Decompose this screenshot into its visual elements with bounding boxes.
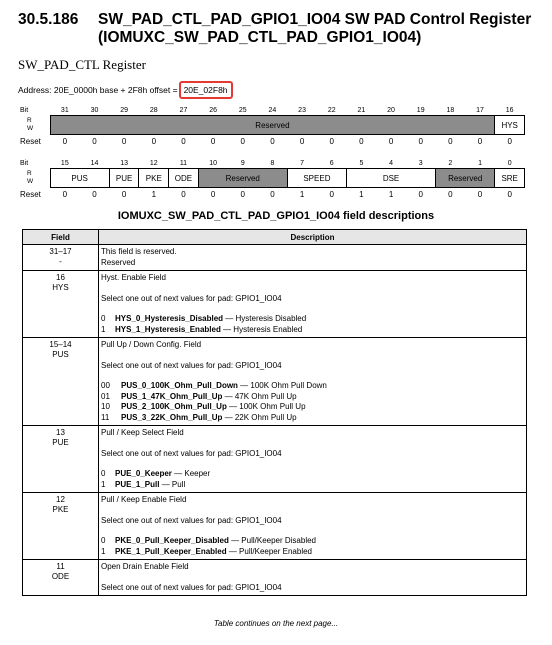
table-row bbox=[23, 245, 527, 271]
field-bits: 15–14 bbox=[49, 340, 72, 349]
value-entry bbox=[101, 402, 523, 413]
value-entry bbox=[101, 314, 523, 325]
field-pke: PKE bbox=[139, 169, 169, 188]
field-name: - bbox=[59, 257, 62, 266]
value-text bbox=[115, 469, 210, 480]
reserved-field: Reserved bbox=[198, 169, 287, 188]
value-code: 0 bbox=[101, 536, 106, 545]
bit-number: 14 bbox=[80, 158, 110, 169]
value-description: — 100K Ohm Pull Down bbox=[237, 381, 327, 390]
field-cell bbox=[23, 426, 99, 493]
row-label-r: R bbox=[27, 117, 32, 124]
value-description: — 47K Ohm Pull Up bbox=[222, 391, 297, 401]
bit-number: 26 bbox=[198, 105, 228, 116]
table-row bbox=[23, 271, 527, 338]
row-label-w: W bbox=[27, 125, 34, 132]
value-text bbox=[121, 381, 327, 392]
description-line: Select one out of next values for pad: GPIO1_IO04 bbox=[101, 293, 282, 303]
value-name: PUS_3_22K_Ohm_Pull_Up bbox=[121, 412, 223, 422]
value-description: — Pull bbox=[159, 479, 186, 489]
field-descriptions-table bbox=[22, 229, 527, 596]
reset-value: 0 bbox=[270, 137, 275, 146]
description-line: Pull / Keep Select Field bbox=[101, 428, 184, 437]
register-diagram-high bbox=[18, 105, 525, 148]
row-label-rw bbox=[18, 169, 50, 188]
reset-value: 0 bbox=[121, 137, 127, 146]
field-cell bbox=[23, 245, 99, 271]
bit-number: 8 bbox=[258, 158, 288, 169]
description-line: Select one out of next values for pad: GPIO1_IO04 bbox=[101, 515, 282, 525]
field-bits: 31–17 bbox=[49, 247, 72, 256]
section-number: 30.5.186 bbox=[18, 11, 79, 28]
bit-number: 19 bbox=[406, 105, 436, 116]
reset-value: 1 bbox=[359, 190, 364, 199]
bit-number: 20 bbox=[376, 105, 406, 116]
description-cell bbox=[99, 560, 527, 596]
value-entry bbox=[101, 325, 523, 336]
bit-number: 2 bbox=[436, 158, 466, 169]
value-code: 0 bbox=[101, 314, 106, 323]
bit-number: 12 bbox=[139, 158, 169, 169]
column-header-field: Field bbox=[23, 230, 99, 245]
field-pue: PUE bbox=[109, 169, 139, 188]
field-hys: HYS bbox=[495, 116, 525, 135]
field-name: PKE bbox=[52, 505, 69, 514]
spacer bbox=[101, 459, 523, 469]
field-bits: 16 bbox=[56, 273, 65, 282]
bit-number: 28 bbox=[139, 105, 169, 116]
page-title: SW_PAD_CTL_PAD_GPIO1_IO04 SW PAD Control Register (IOMUXC_SW_PAD_CTL_PAD_GPIO1_IO04) bbox=[98, 11, 532, 46]
register-subtitle: SW_PAD_CTL Register bbox=[18, 57, 146, 72]
value-text bbox=[121, 402, 306, 413]
row-label-bit: Bit bbox=[20, 106, 29, 114]
address-prefix: Address: 20E_0000h base + 2F8h offset = bbox=[18, 85, 178, 95]
value-description: — Hysteresis Disabled bbox=[223, 314, 307, 323]
value-text bbox=[121, 392, 297, 403]
row-label-reset: Reset bbox=[20, 189, 41, 199]
description-line: Select one out of next values for pad: GPIO1_IO04 bbox=[101, 360, 282, 370]
field-descriptions-title: IOMUXC_SW_PAD_CTL_PAD_GPIO1_IO04 field descriptions bbox=[117, 210, 435, 222]
reset-value: 0 bbox=[151, 137, 157, 146]
reset-value: 0 bbox=[92, 137, 97, 146]
value-code: 01 bbox=[101, 391, 110, 401]
reset-value: 0 bbox=[329, 190, 334, 199]
bit-number: 3 bbox=[406, 158, 436, 169]
bit-number-row bbox=[18, 158, 525, 169]
field-name: ODE bbox=[51, 572, 70, 581]
bit-number: 25 bbox=[228, 105, 258, 116]
column-header-description: Description bbox=[99, 230, 527, 245]
bit-number: 0 bbox=[495, 158, 525, 169]
bit-number: 17 bbox=[465, 105, 495, 116]
value-entry bbox=[101, 381, 523, 392]
reset-value: 0 bbox=[181, 190, 186, 199]
value-text bbox=[121, 413, 297, 424]
value-text bbox=[115, 325, 302, 336]
reset-value: 0 bbox=[210, 137, 216, 146]
value-code: 10 bbox=[101, 402, 110, 411]
field-name: PUS bbox=[52, 350, 69, 359]
reset-value: 0 bbox=[62, 190, 68, 199]
description-cell bbox=[99, 338, 527, 426]
reset-value: 1 bbox=[151, 190, 157, 199]
row-label-w: W bbox=[27, 178, 34, 185]
field-bits: 11 bbox=[56, 562, 65, 571]
value-code: 0 bbox=[101, 469, 106, 478]
description-cell bbox=[99, 426, 527, 493]
reset-value: 0 bbox=[210, 190, 216, 199]
value-code: 1 bbox=[101, 546, 106, 556]
value-description: — 100K Ohm Pull Up bbox=[226, 402, 306, 411]
reset-value: 0 bbox=[270, 190, 275, 199]
field-ode: ODE bbox=[169, 169, 199, 188]
description-cell bbox=[99, 245, 527, 271]
field-pus: PUS bbox=[50, 169, 109, 188]
bit-number: 22 bbox=[317, 105, 347, 116]
value-name: PUS_1_47K_Ohm_Pull_Up bbox=[121, 391, 223, 401]
reset-row bbox=[18, 188, 525, 202]
reset-value: 0 bbox=[240, 190, 245, 199]
value-description: — Keeper bbox=[171, 469, 211, 478]
row-label-reset: Reset bbox=[20, 136, 41, 146]
value-code: 11 bbox=[101, 412, 110, 422]
field-cell bbox=[23, 338, 99, 426]
field-sre: SRE bbox=[495, 169, 525, 188]
field-cell bbox=[23, 560, 99, 596]
value-name: PUE_0_Keeper bbox=[115, 469, 172, 478]
description-line: Pull Up / Down Config. Field bbox=[101, 340, 202, 349]
value-text bbox=[115, 314, 306, 325]
table-row bbox=[23, 560, 527, 596]
reset-value: 0 bbox=[240, 137, 245, 146]
description-line: Reserved bbox=[101, 257, 136, 267]
bit-number: 15 bbox=[50, 158, 80, 169]
bit-number: 7 bbox=[287, 158, 317, 169]
bit-number: 30 bbox=[80, 105, 110, 116]
field-row bbox=[18, 169, 525, 188]
value-name: PUS_0_100K_Ohm_Pull_Down bbox=[121, 381, 238, 390]
spacer bbox=[101, 506, 523, 516]
value-name: PUS_2_100K_Ohm_Pull_Up bbox=[121, 402, 227, 411]
bit-number: 4 bbox=[376, 158, 406, 169]
value-name: PKE_1_Pull_Keeper_Enabled bbox=[115, 546, 227, 556]
bit-number-row bbox=[18, 105, 525, 116]
value-description: — Pull/Keeper Disabled bbox=[228, 536, 316, 545]
bit-number: 6 bbox=[317, 158, 347, 169]
value-entry bbox=[101, 413, 523, 424]
reset-value: 0 bbox=[329, 137, 334, 146]
reset-value: 1 bbox=[388, 190, 394, 199]
value-code: 1 bbox=[101, 324, 106, 334]
bit-number: 1 bbox=[465, 158, 495, 169]
reset-value: 0 bbox=[181, 137, 186, 146]
reserved-field: Reserved bbox=[50, 116, 495, 135]
register-diagram-low bbox=[18, 158, 525, 201]
reset-value: 0 bbox=[477, 190, 483, 199]
bit-number: 11 bbox=[169, 158, 199, 169]
spacer bbox=[101, 284, 523, 294]
reset-value: 0 bbox=[418, 137, 423, 146]
address-value-highlight: 20E_02F8h bbox=[179, 81, 233, 99]
table-row bbox=[23, 426, 527, 493]
value-name: PUE_1_Pull bbox=[115, 479, 160, 489]
field-dse: DSE bbox=[347, 169, 436, 188]
row-label-bit: Bit bbox=[20, 159, 29, 167]
bit-number: 5 bbox=[347, 158, 377, 169]
spacer bbox=[101, 526, 523, 536]
value-code: 00 bbox=[101, 381, 110, 390]
reset-value: 0 bbox=[121, 190, 127, 199]
bit-number: 13 bbox=[109, 158, 139, 169]
bit-number: 21 bbox=[347, 105, 377, 116]
value-name: HYS_1_Hysteresis_Enabled bbox=[115, 324, 221, 334]
bit-number: 10 bbox=[198, 158, 228, 169]
description-line: Open Drain Enable Field bbox=[101, 562, 189, 571]
value-code: 1 bbox=[101, 479, 106, 489]
description-line: This field is reserved. bbox=[101, 247, 177, 256]
bit-number: 31 bbox=[50, 105, 80, 116]
reset-value: 0 bbox=[448, 190, 453, 199]
table-row bbox=[23, 338, 527, 426]
value-text bbox=[115, 547, 312, 558]
description-line: Hyst. Enable Field bbox=[101, 273, 166, 282]
value-entry bbox=[101, 480, 523, 491]
row-label-rw bbox=[18, 116, 50, 135]
reset-value: 0 bbox=[448, 137, 453, 146]
description-cell bbox=[99, 493, 527, 560]
spacer bbox=[101, 371, 523, 381]
reset-value: 0 bbox=[507, 190, 512, 199]
table-continues-note: Table continues on the next page... bbox=[213, 619, 339, 628]
value-description: — Hysteresis Enabled bbox=[220, 324, 303, 334]
value-text bbox=[115, 480, 185, 491]
field-speed: SPEED bbox=[287, 169, 346, 188]
value-name: PKE_0_Pull_Keeper_Disabled bbox=[115, 536, 229, 545]
table-header-row bbox=[23, 230, 527, 245]
reset-value: 0 bbox=[388, 137, 394, 146]
address-line bbox=[18, 85, 233, 95]
value-description: — Pull/Keeper Enabled bbox=[226, 546, 312, 556]
value-text bbox=[115, 536, 316, 547]
reset-value: 0 bbox=[507, 137, 512, 146]
value-entry bbox=[101, 536, 523, 547]
spacer bbox=[101, 573, 523, 583]
spacer bbox=[101, 351, 523, 361]
row-label-r: R bbox=[27, 170, 32, 177]
bit-number: 23 bbox=[287, 105, 317, 116]
value-entry bbox=[101, 392, 523, 403]
reserved-field: Reserved bbox=[436, 169, 495, 188]
description-line: Select one out of next values for pad: GPIO1_IO04 bbox=[101, 448, 282, 458]
bit-number: 18 bbox=[436, 105, 466, 116]
reset-value: 0 bbox=[299, 137, 305, 146]
field-name: HYS bbox=[52, 283, 69, 292]
value-entry bbox=[101, 469, 523, 480]
reset-value: 0 bbox=[62, 137, 68, 146]
description-line: Pull / Keep Enable Field bbox=[101, 495, 187, 504]
bit-number: 16 bbox=[495, 105, 525, 116]
value-name: HYS_0_Hysteresis_Disabled bbox=[115, 314, 224, 323]
bit-number: 24 bbox=[258, 105, 288, 116]
reset-value: 0 bbox=[359, 137, 364, 146]
field-name: PUE bbox=[52, 438, 69, 447]
field-row bbox=[18, 116, 525, 135]
bit-number: 9 bbox=[228, 158, 258, 169]
reset-row bbox=[18, 135, 525, 149]
reset-value: 0 bbox=[477, 137, 483, 146]
field-bits: 12 bbox=[56, 495, 65, 504]
value-entry bbox=[101, 547, 523, 558]
field-cell bbox=[23, 271, 99, 338]
reset-value: 0 bbox=[92, 190, 97, 199]
bit-number: 29 bbox=[109, 105, 139, 116]
table-row bbox=[23, 493, 527, 560]
spacer bbox=[101, 439, 523, 449]
value-description: — 22K Ohm Pull Up bbox=[222, 412, 297, 422]
reset-value: 0 bbox=[418, 190, 423, 199]
reset-value: 1 bbox=[299, 190, 305, 199]
description-line: Select one out of next values for pad: GPIO1_IO04 bbox=[101, 582, 282, 592]
field-cell bbox=[23, 493, 99, 560]
field-bits: 13 bbox=[56, 428, 65, 437]
description-cell bbox=[99, 271, 527, 338]
spacer bbox=[101, 304, 523, 314]
bit-number: 27 bbox=[169, 105, 199, 116]
